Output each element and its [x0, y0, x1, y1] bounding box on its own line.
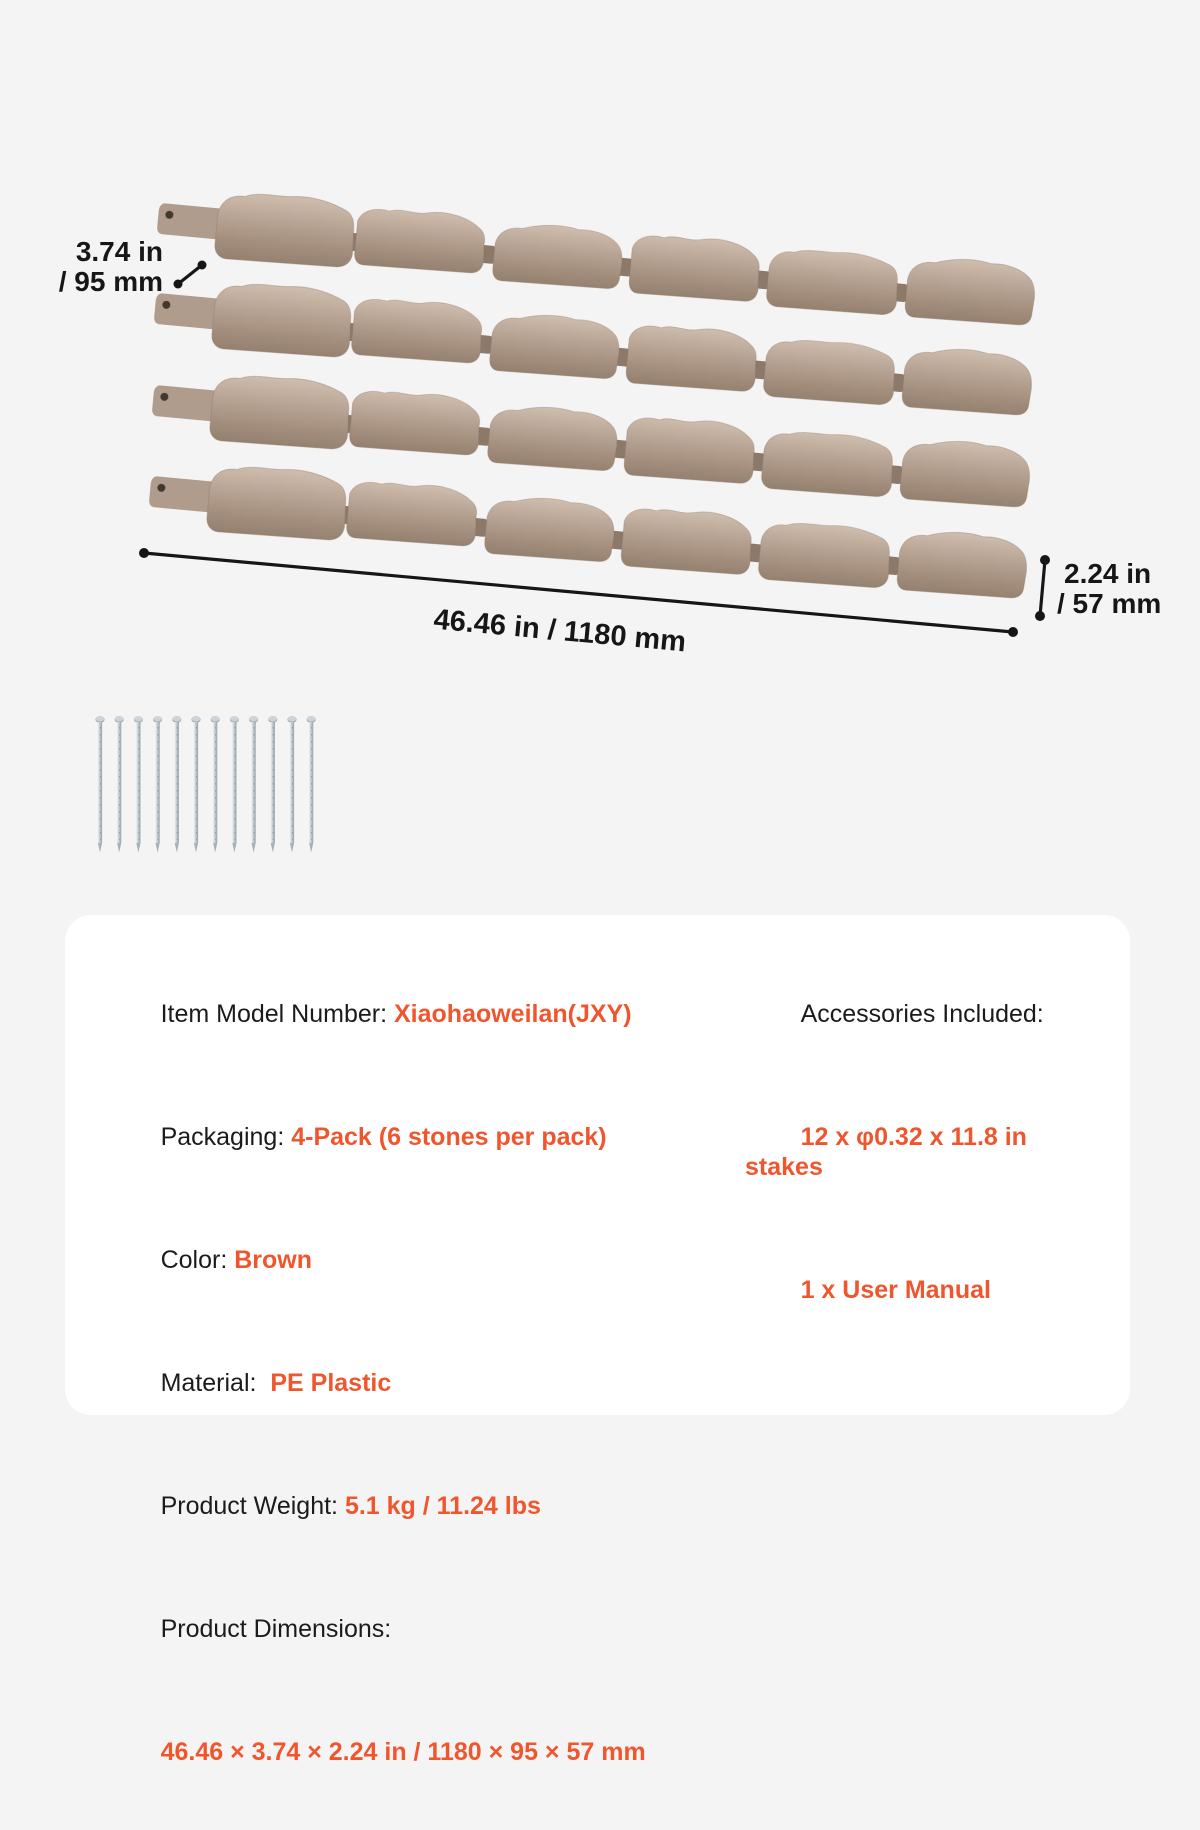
spec-value: 4-Pack (6 stones per pack)	[291, 1123, 607, 1151]
spec-value: 12 x φ0.32 x 11.8 in stakes	[745, 1123, 1034, 1181]
stake	[211, 716, 220, 853]
spec-label: Product Weight:	[160, 1492, 345, 1520]
spec-label: Item Model Number:	[160, 1000, 394, 1028]
spec-row-material	[105, 1338, 705, 1428]
stone-strips	[147, 184, 1038, 607]
height-dimension-line	[1040, 560, 1045, 616]
dimension-endpoint-dot	[1035, 611, 1045, 621]
spec-value: 46.46 × 3.74 × 2.24 in / 1180 × 95 × 57 mm	[160, 1738, 646, 1766]
dimension-endpoint-dot	[174, 280, 183, 289]
spec-value: 1 x User Manual	[800, 1276, 991, 1304]
width-dimension-label-in: 3.74 in	[75, 236, 163, 267]
stake	[115, 716, 124, 853]
spec-label: Product Dimensions:	[160, 1615, 392, 1643]
dimension-endpoint-dot	[1008, 627, 1018, 637]
stakes	[95, 716, 315, 853]
spec-row-weight	[105, 1461, 705, 1551]
stake	[172, 716, 181, 853]
spec-row-dimensions-heading	[105, 1584, 705, 1674]
spec-value: 5.1 kg / 11.24 lbs	[344, 1492, 541, 1520]
spec-column-left	[105, 969, 705, 1830]
height-dimension-label-mm: / 57 mm	[1057, 588, 1162, 619]
stake	[230, 716, 239, 853]
stake	[191, 716, 200, 853]
dimension-endpoint-dot	[198, 261, 207, 270]
spec-card	[65, 915, 1130, 1766]
dimension-endpoint-dot	[1040, 555, 1050, 565]
spec-row-dimensions-value	[105, 1707, 705, 1797]
spec-value: Brown	[234, 1246, 312, 1274]
spec-row-stakes-included	[745, 1092, 1105, 1212]
spec-row-accessories-heading	[745, 969, 1105, 1059]
stake	[249, 716, 258, 853]
spec-value: PE Plastic	[270, 1369, 392, 1397]
stake	[268, 716, 277, 853]
spec-label: Material:	[160, 1369, 271, 1397]
width-dimension	[59, 236, 207, 297]
spec-label: Accessories Included:	[800, 1000, 1044, 1028]
spec-value: Xiaohaoweilan(JXY)	[394, 1000, 632, 1028]
spec-row-color	[105, 1215, 705, 1305]
height-dimension-label-in: 2.24 in	[1064, 558, 1152, 589]
spec-label: Color:	[160, 1246, 235, 1274]
spec-column-right	[745, 969, 1105, 1368]
height-dimension	[1035, 555, 1161, 621]
spec-label: Packaging:	[160, 1123, 292, 1151]
product-diagram	[0, 0, 1200, 900]
stake	[153, 716, 162, 853]
spec-row-user-manual	[745, 1245, 1105, 1335]
width-dimension-label-mm: / 95 mm	[58, 266, 163, 297]
width-dimension-line	[178, 265, 202, 284]
stake	[287, 716, 296, 853]
stake	[307, 716, 316, 853]
stake	[95, 716, 104, 853]
spec-row-packaging	[105, 1092, 705, 1182]
dimension-endpoint-dot	[139, 548, 149, 558]
spec-row-model-number	[105, 969, 705, 1059]
length-dimension-label: 46.46 in / 1180 mm	[432, 603, 688, 659]
stake	[134, 716, 143, 853]
